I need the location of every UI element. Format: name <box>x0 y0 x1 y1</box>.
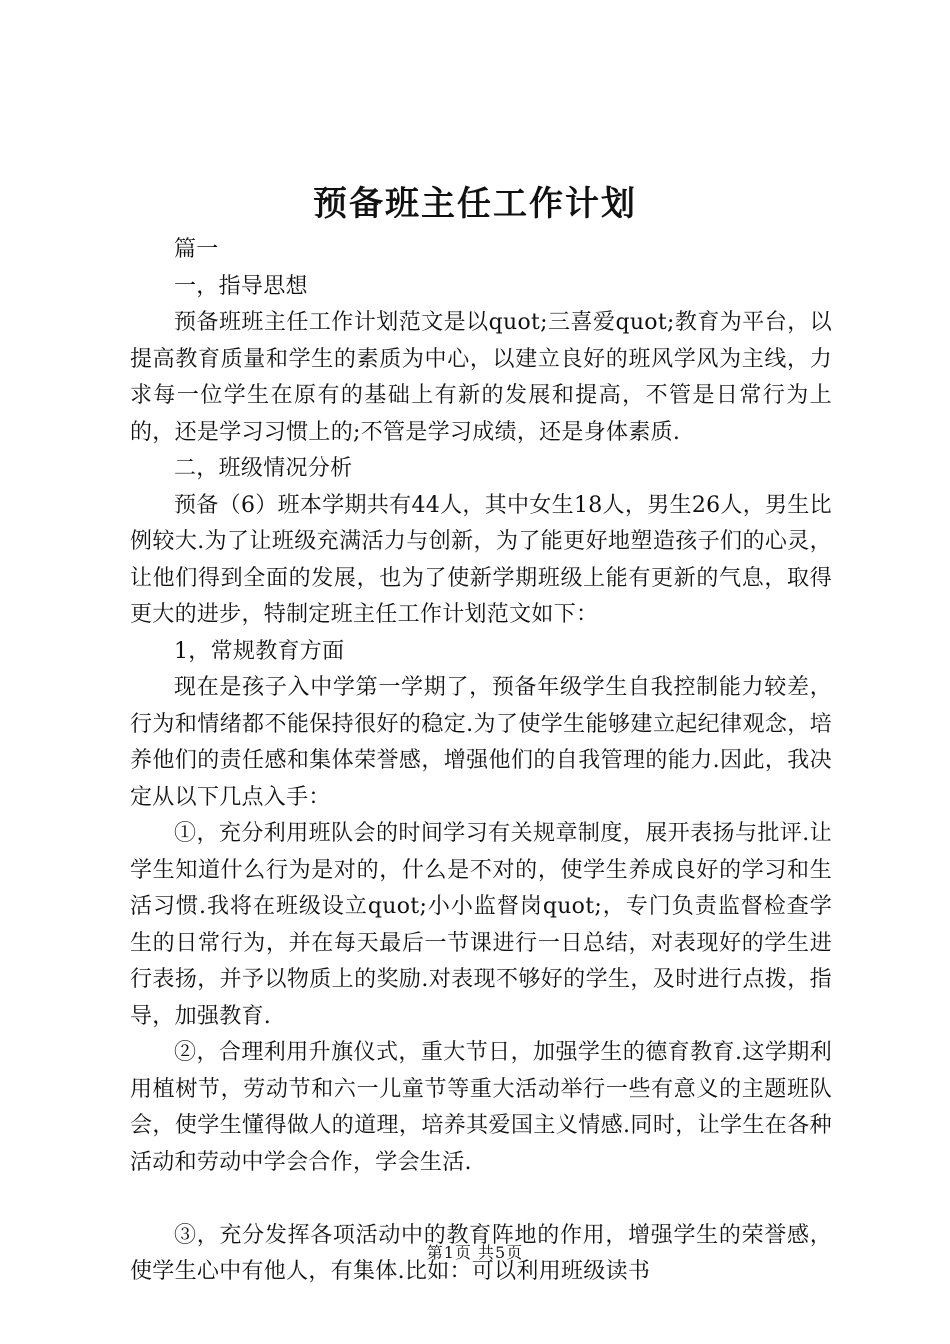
heading-routine-education: 1，常规教育方面 <box>174 638 345 664</box>
heading-class-analysis: 二，班级情况分析 <box>174 456 353 481</box>
page-number-footer: 第1页 共5页 <box>426 1243 524 1262</box>
heading-guiding-thought: 一，指导思想 <box>174 273 308 299</box>
document-body <box>130 232 832 1291</box>
paragraph-point-1: ①，充分利用班队会的时间学习有关规章制度，展开表扬与批评.让学生知道什么行为是对的，什么是不对的，使学生养成良好的学习和生活习惯.我将在班级设立quot;小小监督岗quot;，专门负责监督检查学生的日常行为，并在每天最后一节课进行一日总结，对表现好的学生进行表扬，并予以物质上的奖励.对表现不够好的学生，及时进行点拨，指导，加强教育. <box>130 821 832 1029</box>
paragraph-guiding-thought: 预备班班主任工作计划范文是以quot;三喜爱quot;教育为平台，以提高教育质量和学生的素质为中心，以建立良好的班风学风为主线，力求每一位学生在原有的基础上有新的发展和提高，不管是日常行为上的，还是学习习惯上的;不管是学习成绩，还是身体素质. <box>130 310 832 445</box>
paragraph-class-analysis: 预备（6）班本学期共有44人，其中女生18人，男生26人，男生比例较大.为了让班级充满活力与创新，为了能更好地塑造孩子们的心灵，让他们得到全面的发展，也为了使新学期班级上能有更新的气息，取得更大的进步，特制定班主任工作计划范文如下： <box>130 492 832 627</box>
paragraph-point-2: ②，合理利用升旗仪式，重大节日，加强学生的德育教育.这学期利用植树节，劳动节和六一儿童节等重大活动举行一些有意义的主题班队会，使学生懂得做人的道理，培养其爱国主义情感.同时，让学生在各种活动和劳动中学会合作，学会生活. <box>130 1040 832 1175</box>
paragraph-point-3: ③，充分发挥各项活动中的教育阵地的作用，增强学生的荣誉感，使学生心中有他人，有集体.比如：可以利用班级读书 <box>130 1222 832 1284</box>
document-title: 预备班主任工作计划 <box>313 184 637 224</box>
paragraph-routine-education: 现在是孩子入中学第一学期了，预备年级学生自我控制能力较差，行为和情绪都不能保持很好的稳定.为了使学生能够建立起纪律观念，培养他们的责任感和集体荣誉感，增强他们的自我管理的能力.因此，我决定从以下几点入手： <box>130 675 832 810</box>
section-label: 篇一 <box>174 237 219 262</box>
